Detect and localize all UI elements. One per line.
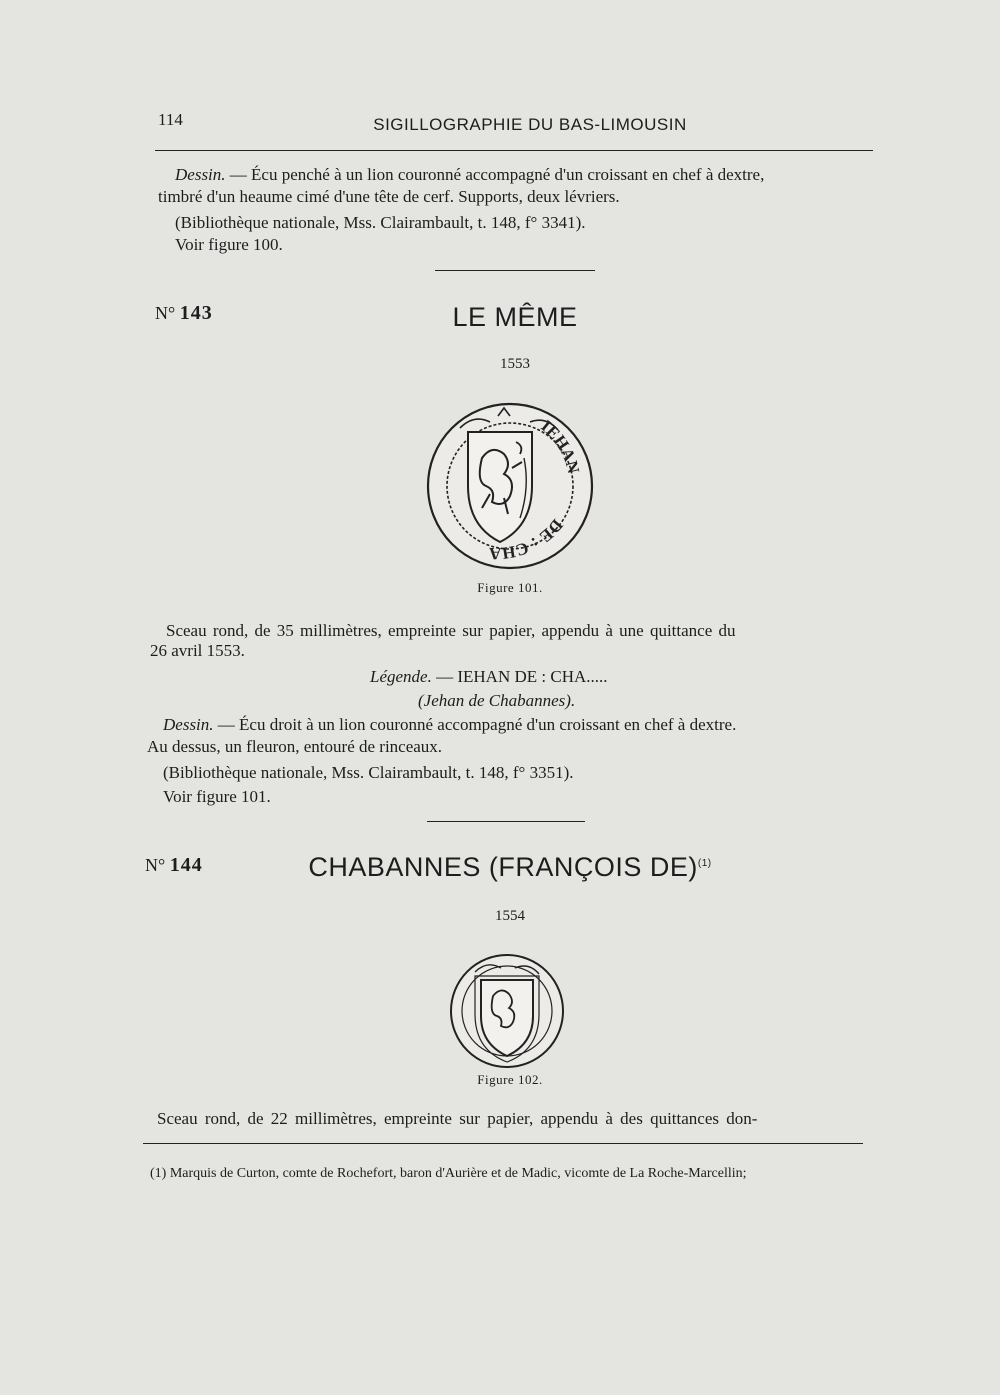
- seal143-legende-reading: (Jehan de Chabannes).: [418, 691, 576, 710]
- section-divider-2: [427, 821, 585, 822]
- entry-year-144: 1554: [495, 908, 525, 924]
- header-rule: [155, 150, 873, 151]
- page-number: 114: [158, 110, 183, 129]
- seal143-source: (Bibliothèque nationale, Mss. Clairambault, t. 148, f° 3351).: [163, 763, 574, 782]
- top-dessin-line2: timbré d'un heaume cimé d'une tête de cerf. Supports, deux lévriers.: [158, 187, 620, 206]
- seal-image-101: [420, 398, 600, 576]
- dessin-label: Dessin.: [175, 165, 226, 184]
- seal-image-102: [445, 952, 569, 1070]
- section-divider: [435, 270, 595, 271]
- entry-title-143: LE MÊME: [452, 302, 578, 332]
- entry-title-144: CHABANNES (FRANÇOIS DE)$^{(1)}$: [308, 852, 712, 882]
- seal143-desc-line2: 26 avril 1553.: [150, 641, 245, 660]
- seal143-desc-line1: Sceau rond, de 35 millimètres, empreinte sur papier, appendu à une quittance du: [166, 621, 736, 640]
- footnote-rule: [143, 1143, 863, 1144]
- entry-number-143: N° 143: [155, 302, 213, 324]
- top-source: (Bibliothèque nationale, Mss. Clairambault, t. 148, f° 3341).: [175, 213, 586, 232]
- dessin-text: — Écu penché à un lion couronné accompagné d'un croissant en chef à dextre,: [225, 165, 765, 184]
- seal143-voir: Voir figure 101.: [163, 787, 271, 806]
- footnote-text: (1) Marquis de Curton, comte de Rochefort, baron d'Aurière et de Madic, vicomte de La Roche-Marcellin;: [150, 1166, 747, 1181]
- seal-legend-right: IEHAN: [537, 416, 584, 476]
- seal143-dessin-line2: Au dessus, un fleuron, entouré de rinceaux.: [147, 737, 443, 756]
- seal-legend-bottom: DE : CHA: [488, 515, 567, 564]
- seal144-desc-line1: Sceau rond, de 22 millimètres, empreinte sur papier, appendu à des quittances don-: [157, 1109, 758, 1128]
- running-title: SIGILLOGRAPHIE DU BAS-LIMOUSIN: [373, 115, 687, 134]
- seal143-legende: Légende. — IEHAN DE : CHA.....: [370, 667, 608, 686]
- footnote-ref: (1): [697, 858, 712, 869]
- entry-number-144: N° 144: [145, 854, 203, 876]
- figure-caption-102: Figure 102.: [477, 1072, 543, 1087]
- seal143-dessin-line1: Dessin. — Écu droit à un lion couronné accompagné d'un croissant en chef à dextre.: [163, 715, 737, 734]
- top-dessin-line1: [175, 164, 764, 185]
- figure-caption-101: Figure 101.: [477, 580, 543, 595]
- top-voir: Voir figure 100.: [175, 235, 283, 254]
- entry-year-143: 1553: [500, 356, 530, 372]
